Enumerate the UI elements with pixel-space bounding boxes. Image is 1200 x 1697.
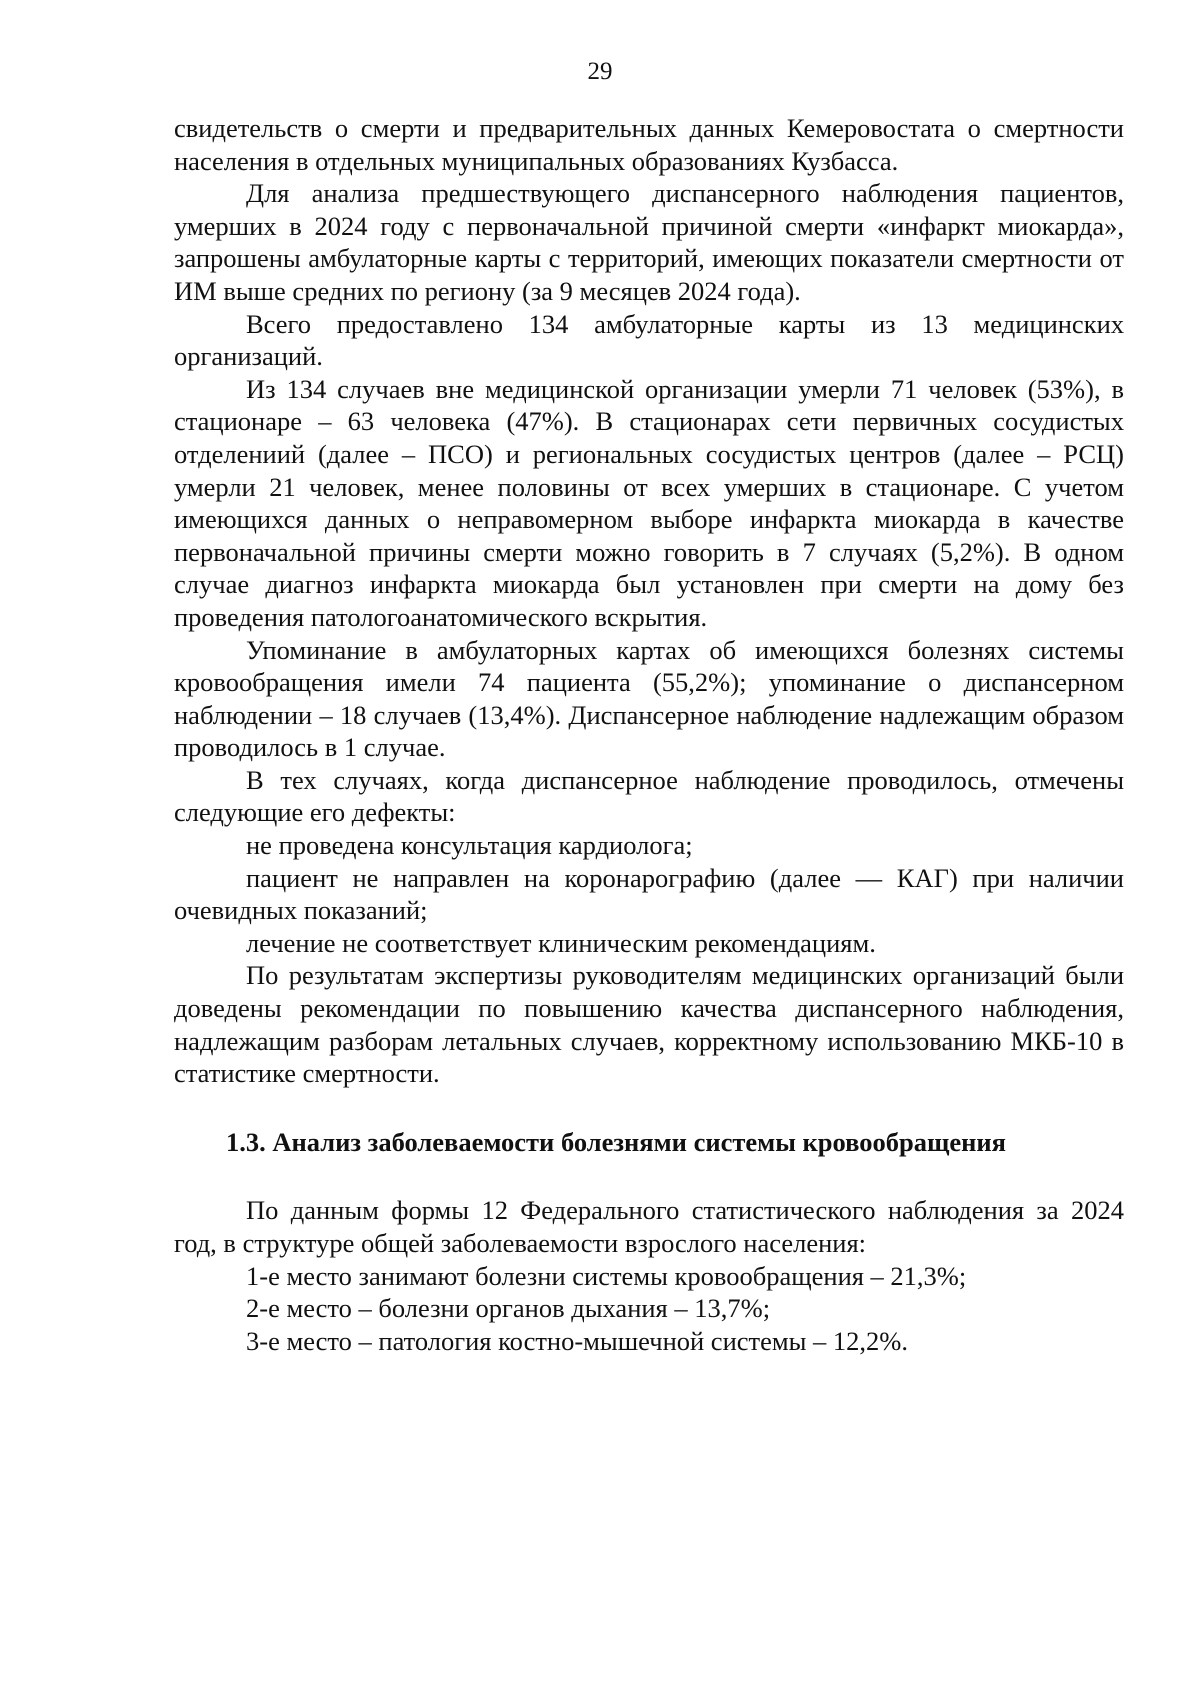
defect-item: пациент не направлен на коронарографию (далее — КАГ) при наличии очевидных показаний;	[174, 862, 1124, 926]
paragraph-cards-total: Всего предоставлено 134 амбулаторные карты из 13 медицинских организаций.	[174, 308, 1124, 372]
paragraph-section-intro: По данным формы 12 Федерального статистического наблюдения за 2024 год, в структуре общей заболеваемости взрослого населения:	[174, 1195, 1124, 1258]
ranking-item: 2-е место – болезни органов дыхания – 13,7%;	[246, 1293, 771, 1324]
paragraph-continuation: свидетельств о смерти и предварительных данных Кемеровостата о смертности населения в отдельных муниципальных образованиях Кузбасса.	[174, 113, 1124, 176]
ranking-item: 3-е место – патология костно-мышечной системы – 12,2%.	[246, 1325, 909, 1356]
paragraph-death-cases: Из 134 случаев вне медицинской организации умерли 71 человек (53%), в стационаре – 63 человека (47%). В стационарах сети первичных сосудистых отделениий (далее – ПСО) и региональных сосудистых центров (далее – РСЦ) умерли 21 человек, менее половины от всех умерших в стационаре. С учетом имеющихся данных о неправомерном выборе инфаркта миокарда в качестве первоначальной причины смерти можно говорить в 7 случаях (5,2%). В одном случае диагноз инфаркта миокарда был установлен при смерти на дому без проведения патологоанатомического вскрытия.	[174, 373, 1124, 632]
defect-item: лечение не соответствует клиническим рекомендациям.	[246, 927, 876, 958]
ranking-item: 1-е место занимают болезни системы кровообращения – 21,3%;	[246, 1260, 967, 1291]
paragraph-defects-intro: В тех случаях, когда диспансерное наблюдение проводилось, отмечены следующие его дефекты:	[174, 764, 1124, 828]
page-number: 29	[587, 58, 613, 85]
section-heading: 1.3. Анализ заболеваемости болезнями системы кровообращения	[226, 1126, 1006, 1157]
paragraph-circulatory-mentions: Упоминание в амбулаторных картах об имеющихся болезнях системы кровообращения имели 74 пациента (55,2%); упоминание о диспансерном наблюдении – 18 случаев (13,4%). Диспансерное наблюдение надлежащим образом проводилось в 1 случае.	[174, 634, 1124, 763]
document-body	[174, 112, 1124, 1357]
paragraph-conclusion: По результатам экспертизы руководителям медицинских организаций были доведены рекомендации по повышению качества диспансерного наблюдения, надлежащим разборам летальных случаев, корректному использованию МКБ-10 в статистике смертности.	[174, 960, 1124, 1089]
defect-item: не проведена консультация кардиолога;	[246, 830, 693, 861]
paragraph-analysis-method: Для анализа предшествующего диспансерного наблюдения пациентов, умерших в 2024 году с первоначальной причиной смерти «инфаркт миокарда», запрошены амбулаторные карты с территорий, имеющих показатели смертности от ИМ выше средних по региону (за 9 месяцев 2024 года).	[174, 178, 1124, 306]
